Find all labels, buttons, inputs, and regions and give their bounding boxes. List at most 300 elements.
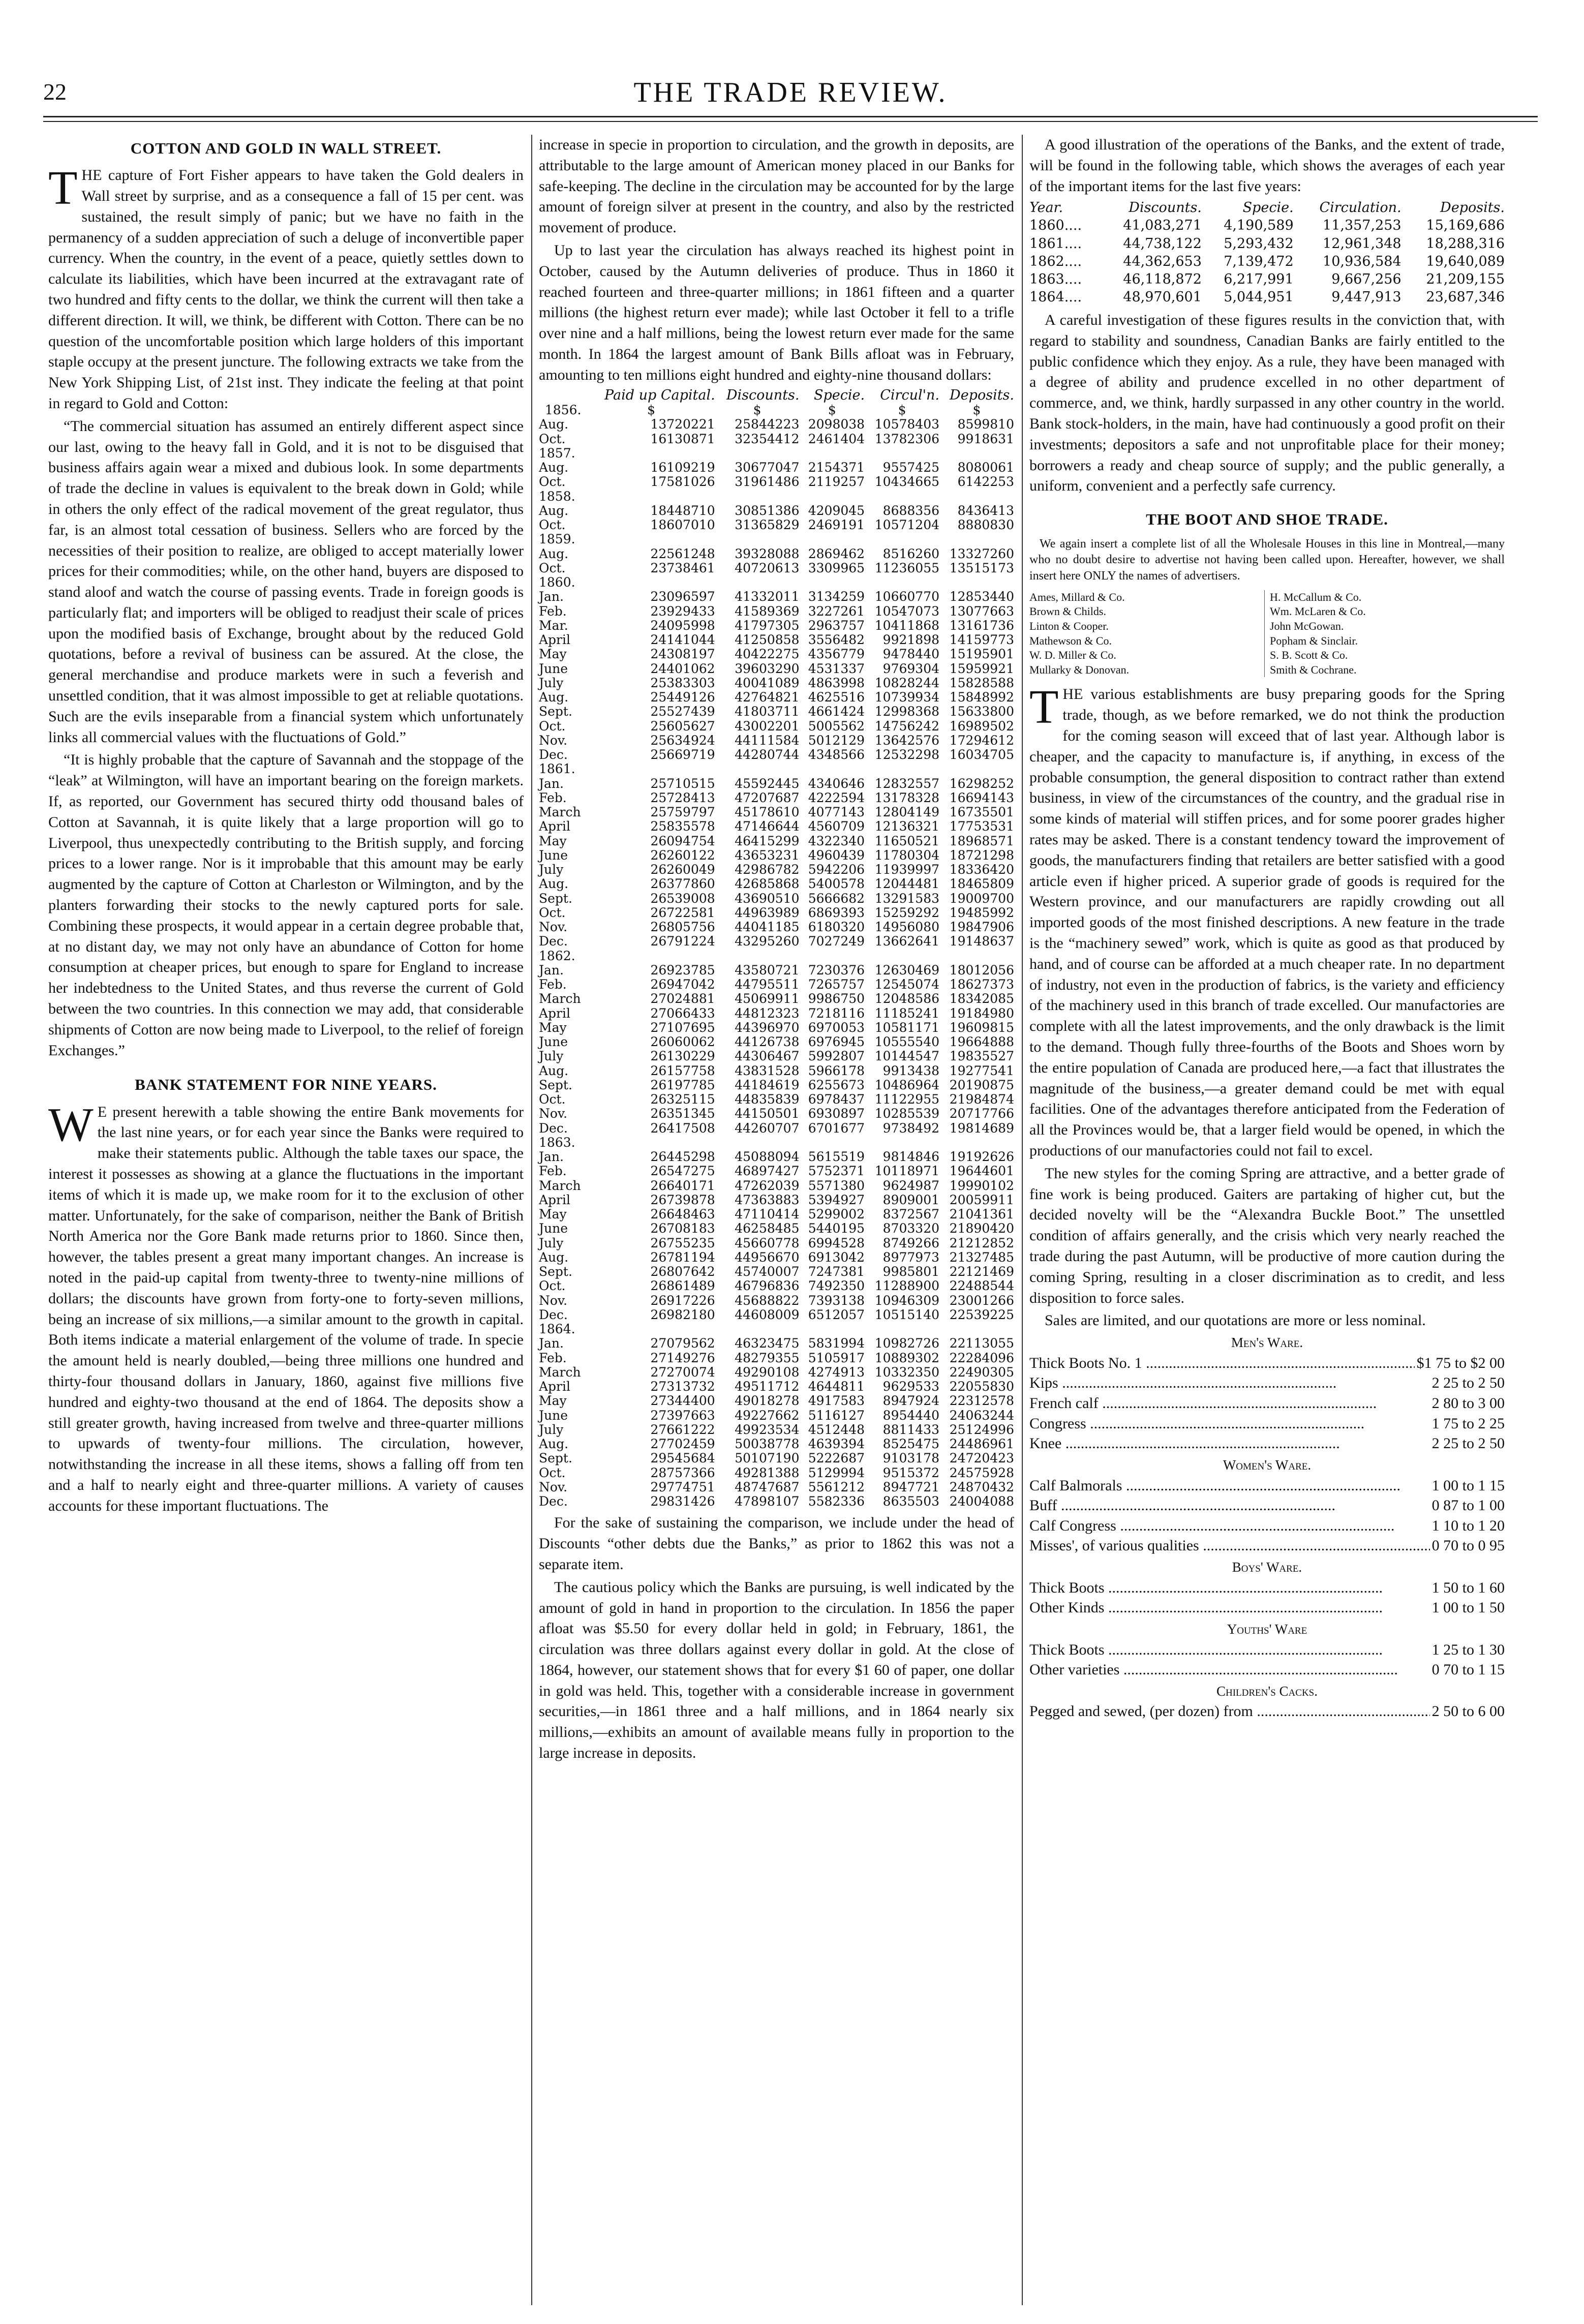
- cotton-quote-2: “It is highly probable that the capture of Savannah and the stoppage of the “leak” at Wilmington, will have an important bearing on the foreign markets. If, as reported, our Government has secured thirty odd thousand bales of Cotton at Savannah, it is quite likely that a large proportion will go to Liverpool, thus unexpectedly contributing to the British supply, and forcing prices to a lower range. Nor is it improbable that this amount may be early augmented by the capture of Cotton at Charleston or Wilmington, and by the planters forwarding their stocks to the newly captured ports for sale. Combining these prospects, it would appear in a certain degree probable that, at no distant day, we may not only have an abundance of Cotton for home consumption at cheaper prices, but enough to spare for England to increase her indebtedness to the United States, and thus reverse the current of Gold between the two countries. In this connection we may add, that considerable shipments of Cotton are now being made to Liverpool, to the relief of foreign Exchanges.”: [48, 751, 524, 1059]
- table-cell: Feb.: [539, 977, 567, 992]
- table-cell: 16735501: [949, 805, 1014, 820]
- table-cell: 23929433: [650, 603, 715, 619]
- table-cell: July: [539, 1422, 564, 1437]
- table-cell: Oct.: [539, 905, 566, 920]
- table-row: [1029, 253, 1505, 270]
- table-cell: 16989502: [949, 718, 1014, 733]
- table-row: [539, 920, 1014, 934]
- table-cell: Sept.: [539, 891, 572, 906]
- table-cell: 5012129: [808, 732, 865, 748]
- table-cell: Oct.: [539, 431, 566, 446]
- firm-name: Linton & Cooper.: [1029, 620, 1109, 633]
- column-header: Specie.: [814, 387, 865, 403]
- table-cell: 9921898: [882, 632, 940, 648]
- table-cell: 47898107: [735, 1494, 800, 1509]
- table-cell: 15828588: [949, 675, 1014, 690]
- item-name: French calf .....: [1029, 1393, 1430, 1414]
- paragraph-text: HE capture of Fort Fisher appears to have taken the Gold dealers in Wall street by surprise, and as a consequence a fall of 15 per cent. was sustained, the result simply of panic; but we have no faith in the permanency of a sudden appreciation of such a deluge of inconvertible paper currency. When the country, in the event of a peace, quietly settles down to calculate its liabilities, which have been incurred at the extravagant rate of two hundred and fifty cents to the dollar, we think the current will then take a different direction. It will, we think, be different with Cotton. There can be no question of the uncomfortable position which large holders of this important staple occupy at the present juncture. The following extracts we take from the New York Shipping List, of 21st inst. They indicate the feeling at that point in regard to Gold and Cotton:: [48, 167, 524, 412]
- table-cell: 1863....: [1029, 271, 1082, 287]
- table-cell: 19184980: [949, 1005, 1014, 1021]
- table-cell: 44963989: [735, 905, 800, 920]
- table-cell: 18968571: [949, 833, 1014, 848]
- table-cell: 46,118,872: [1123, 271, 1202, 287]
- table-row: [539, 748, 1014, 762]
- table-cell: March: [539, 1364, 581, 1380]
- table-cell: 22121469: [949, 1264, 1014, 1279]
- year-row: [539, 762, 1014, 776]
- table-cell: 27024881: [650, 991, 715, 1006]
- table-cell: 27079562: [650, 1336, 715, 1351]
- table-cell: 44956670: [735, 1249, 800, 1265]
- table-cell: May: [539, 647, 567, 662]
- table-cell: 18336420: [949, 862, 1014, 877]
- table-row: [539, 819, 1014, 834]
- table-cell: 10739934: [874, 690, 940, 705]
- table-cell: 9515372: [882, 1465, 940, 1480]
- table-row: [539, 1221, 1014, 1236]
- table-cell: Aug.: [539, 417, 569, 432]
- table-cell: 11780304: [874, 847, 940, 863]
- table-cell: 26060062: [650, 1034, 715, 1050]
- table-cell: 10144547: [874, 1049, 940, 1064]
- table-cell: 16109219: [650, 460, 715, 475]
- table-cell: 4340646: [808, 776, 865, 791]
- table-cell: 27107695: [650, 1020, 715, 1035]
- table-row: [539, 1466, 1014, 1480]
- table-cell: 26781194: [650, 1249, 715, 1265]
- table-cell: 25605627: [650, 718, 715, 733]
- table-cell: 27344400: [650, 1393, 715, 1409]
- firm-name: Popham & Sinclair.: [1270, 634, 1358, 647]
- table-cell: 43002201: [735, 718, 800, 733]
- table-row: [539, 676, 1014, 690]
- table-cell: 15633800: [949, 704, 1014, 719]
- table-cell: 22312578: [949, 1393, 1014, 1409]
- table-row: [539, 504, 1014, 518]
- table-cell: 9557425: [882, 460, 940, 475]
- column-header: [539, 388, 587, 404]
- item-name: Misses', of various qualities .....: [1029, 1536, 1430, 1556]
- table-cell: 27661222: [650, 1422, 715, 1437]
- firms-list-left: [1029, 590, 1264, 678]
- table-cell: 9918631: [957, 431, 1014, 446]
- table-cell: 4625516: [808, 690, 865, 705]
- table-cell: 20717766: [949, 1106, 1014, 1121]
- price-row: [1029, 1660, 1505, 1680]
- table-cell: 41,083,271: [1123, 218, 1202, 234]
- table-cell: 10515140: [874, 1307, 940, 1322]
- table-row: [539, 1423, 1014, 1437]
- table-cell: 18012056: [949, 962, 1014, 977]
- table-cell: 19990102: [949, 1178, 1014, 1193]
- table-cell: 6970053: [808, 1020, 865, 1035]
- table-cell: 26377860: [650, 876, 715, 892]
- table-cell: 10982726: [874, 1336, 940, 1351]
- table-cell: 5666682: [808, 891, 865, 906]
- item-name: Knee .....: [1029, 1433, 1430, 1454]
- item-price: 0 87 to 1 00: [1431, 1497, 1505, 1514]
- table-cell: 26539008: [650, 891, 715, 906]
- year-row: [539, 1322, 1014, 1336]
- table-cell: 19847906: [949, 920, 1014, 935]
- table-cell: Nov.: [539, 1106, 568, 1121]
- bank-table-body: [539, 403, 1014, 1509]
- table-cell: 6913042: [808, 1249, 865, 1265]
- table-cell: 50038778: [735, 1436, 800, 1452]
- table-cell: 44111584: [735, 732, 800, 748]
- table-cell: July: [539, 675, 564, 690]
- table-cell: 5615519: [808, 1149, 865, 1165]
- price-list: [1029, 1333, 1505, 1722]
- discounts-note: For the sake of sustaining the comparison, we include under the head of Discounts “other debts due the Banks,” as prior to 1862 this was not a separate item.: [539, 1514, 1014, 1573]
- table-cell: 26805756: [650, 920, 715, 935]
- table-cell: 43831528: [735, 1063, 800, 1078]
- table-cell: 24095998: [650, 618, 715, 633]
- table-cell: 1864....: [1029, 289, 1082, 305]
- item-name: Other varieties .....: [1029, 1660, 1430, 1680]
- table-cell: June: [539, 1221, 568, 1236]
- table-cell: 22113055: [949, 1336, 1014, 1351]
- table-cell: 50107190: [735, 1451, 800, 1466]
- table-cell: 5299002: [808, 1207, 865, 1222]
- table-cell: 26640171: [650, 1178, 715, 1193]
- table-cell: 12630469: [874, 962, 940, 977]
- table-row: [539, 432, 1014, 446]
- table-cell: Aug.: [539, 546, 569, 561]
- table-cell: 8749266: [882, 1235, 940, 1250]
- table-row: [539, 1078, 1014, 1092]
- table-cell: 15848992: [949, 690, 1014, 705]
- table-row: [539, 963, 1014, 977]
- table-cell: 4356779: [808, 647, 865, 662]
- table-cell: 5966178: [808, 1063, 865, 1078]
- year-label: 1857.: [539, 445, 575, 461]
- table-cell: Nov.: [539, 1293, 568, 1308]
- table-cell: 44396970: [735, 1020, 800, 1035]
- table-cell: Aug.: [539, 1063, 569, 1078]
- table-cell: 10434665: [874, 474, 940, 490]
- table-cell: 49923534: [735, 1422, 800, 1437]
- table-cell: 40041089: [735, 675, 800, 690]
- table-header-row: [1029, 199, 1505, 217]
- table-cell: April: [539, 1379, 570, 1394]
- column-header: Circulation.: [1319, 200, 1402, 216]
- table-cell: 47207687: [735, 790, 800, 805]
- table-cell: 10332350: [874, 1364, 940, 1380]
- table-cell: 3556482: [808, 632, 865, 648]
- table-cell: 6701677: [808, 1120, 865, 1136]
- table-cell: 42986782: [735, 862, 800, 877]
- table-row: [539, 561, 1014, 575]
- table-cell: 26917226: [650, 1293, 715, 1308]
- table-cell: 24720423: [949, 1451, 1014, 1466]
- table-cell: Sept.: [539, 1077, 572, 1092]
- table-cell: 28757366: [650, 1465, 715, 1480]
- table-cell: 29774751: [650, 1479, 715, 1494]
- drop-cap: W: [48, 1098, 94, 1151]
- table-cell: 8525475: [882, 1436, 940, 1452]
- firm-name: H. McCallum & Co.: [1270, 590, 1362, 603]
- year-row: [539, 490, 1014, 504]
- firm-name: Mathewson & Co.: [1029, 634, 1112, 647]
- item-name: Pegged and sewed, (per dozen) from .....: [1029, 1701, 1430, 1722]
- table-cell: 16130871: [650, 431, 715, 446]
- year-label: 1864.: [539, 1322, 575, 1337]
- table-cell: 10581171: [874, 1020, 940, 1035]
- table-cell: 6142253: [957, 474, 1014, 490]
- table-row: [539, 848, 1014, 863]
- item-name: Kips .....: [1029, 1373, 1430, 1393]
- table-cell: 5400578: [808, 876, 865, 892]
- table-cell: 2869462: [808, 546, 865, 561]
- table-cell: 46258485: [735, 1221, 800, 1236]
- table-cell: 26325115: [650, 1092, 715, 1107]
- table-cell: 9629533: [882, 1379, 940, 1394]
- table-row: [539, 1179, 1014, 1193]
- table-cell: Aug.: [539, 1436, 569, 1452]
- table-cell: 4222594: [808, 790, 865, 805]
- table-cell: 43580721: [735, 962, 800, 977]
- price-row: [1029, 1373, 1505, 1393]
- table-cell: 43690510: [735, 891, 800, 906]
- price-group-title: Youths' Ware: [1227, 1621, 1307, 1637]
- table-cell: 12998368: [874, 704, 940, 719]
- table-cell: 14159773: [949, 632, 1014, 648]
- table-cell: 5571380: [808, 1178, 865, 1193]
- table-cell: 49281388: [735, 1465, 800, 1480]
- price-row: [1029, 1701, 1505, 1722]
- price-row: [1029, 1640, 1505, 1660]
- table-cell: 21212852: [949, 1235, 1014, 1250]
- table-cell: 19148637: [949, 934, 1014, 949]
- table-cell: 18342085: [949, 991, 1014, 1006]
- table-cell: Oct.: [539, 1092, 566, 1107]
- table-cell: 12,961,348: [1323, 235, 1402, 252]
- table-cell: 27270074: [650, 1364, 715, 1380]
- year-label: 1859.: [539, 532, 575, 547]
- column-header: Deposits.: [950, 387, 1014, 403]
- table-cell: 44608009: [735, 1307, 800, 1322]
- table-cell: 10118971: [874, 1164, 940, 1179]
- table-row: [539, 1064, 1014, 1078]
- table-cell: 24308197: [650, 647, 715, 662]
- table-row: [539, 604, 1014, 619]
- table-cell: 10578403: [874, 417, 940, 432]
- dollar-sign: $: [828, 403, 836, 418]
- table-cell: 47363883: [735, 1192, 800, 1207]
- table-cell: 12804149: [874, 805, 940, 820]
- table-cell: June: [539, 1034, 568, 1050]
- year-row: [539, 949, 1014, 963]
- table-cell: 24401062: [650, 661, 715, 676]
- item-name: Thick Boots No. 1 .....: [1029, 1353, 1415, 1373]
- table-cell: 4322340: [808, 833, 865, 848]
- table-cell: 4348566: [808, 747, 865, 762]
- table-cell: 4917583: [808, 1393, 865, 1409]
- column-header: Discounts.: [1129, 200, 1202, 216]
- item-name: Thick Boots .....: [1029, 1578, 1430, 1598]
- table-cell: Nov.: [539, 920, 568, 935]
- table-cell: 5942206: [808, 862, 865, 877]
- table-row: [539, 1294, 1014, 1308]
- table-cell: 8947924: [882, 1393, 940, 1409]
- table-row: [539, 719, 1014, 733]
- table-row: [539, 647, 1014, 661]
- item-name: Other Kinds .....: [1029, 1598, 1430, 1618]
- table-cell: 5222687: [808, 1451, 865, 1466]
- table-row: [539, 992, 1014, 1006]
- table-cell: 44041185: [735, 920, 800, 935]
- averages-table: [1029, 199, 1505, 306]
- table-cell: Dec.: [539, 1120, 568, 1136]
- dollar-row: [539, 403, 1014, 417]
- year-label: 1860.: [539, 575, 575, 590]
- price-group-title: Boys' Ware.: [1232, 1559, 1302, 1575]
- table-row: [539, 1049, 1014, 1063]
- table-cell: Sept.: [539, 704, 572, 719]
- table-cell: Jan.: [539, 589, 564, 604]
- table-cell: 1861....: [1029, 235, 1082, 252]
- table-cell: 7393138: [808, 1293, 865, 1308]
- table-row: [539, 1279, 1014, 1293]
- table-cell: 25844223: [735, 417, 800, 432]
- table-cell: 13161736: [949, 618, 1014, 633]
- table-cell: 7027249: [808, 934, 865, 949]
- table-cell: 9986750: [808, 991, 865, 1006]
- paragraph-text: E present herewith a table showing the entire Bank movements for the last nine years, or for each year since the Banks were required to make their statements public. Although the table taxes our space, the interest it possesses as showing at a glance the fluctuations in the important items of which it is made up, we make room for it to the exclusion of other matter. Unfortunately, for the sake of comparison, neither the Bank of British North America nor the Gore Bank made returns prior to 1860. Since then, however, the tables present a great many important changes. An increase is noted in the paid-up capital from twenty-three to twenty-nine millions of dollars; the discounts have grown from forty-one to forty-seven millions, being an increase of six millions,—a similar amount to the growth in capital. Both items indicate a material enlargement of the volume of trade. In specie the amount held is nearly doubled,—being three millions one hundred and thirty-four thousand dollars in January, 1860, against five millions five hundred and eighty-two thousand at the end of 1864. The deposits show a still greater growth, having increased from twelve and three-quarter millions to upwards of twenty-four millions. The circulation, however, notwithstanding the increase in all these items, shows a falling off from ten and a half to nearly eight and three-quarter millions. A variety of causes accounts for these important fluctuations. The: [48, 1103, 524, 1514]
- table-cell: 26094754: [650, 833, 715, 848]
- item-price: 1 00 to 1 50: [1431, 1599, 1505, 1616]
- table-row: [539, 1480, 1014, 1494]
- table-cell: 13662641: [874, 934, 940, 949]
- header-rule-thin: [43, 121, 1538, 122]
- table-cell: 26130229: [650, 1049, 715, 1064]
- table-cell: 26197785: [650, 1077, 715, 1092]
- table-cell: 20059911: [949, 1192, 1014, 1207]
- table-cell: 44126738: [735, 1034, 800, 1050]
- table-row: [539, 633, 1014, 647]
- dollar-sign: $: [753, 403, 761, 418]
- firm-name: W. D. Miller & Co.: [1029, 649, 1116, 662]
- table-cell: 8516260: [882, 546, 940, 561]
- item-price: 1 00 to 1 15: [1431, 1477, 1505, 1494]
- table-row: [539, 1035, 1014, 1049]
- table-cell: 13782306: [874, 431, 940, 446]
- table-row: [539, 1021, 1014, 1035]
- table-row: [539, 834, 1014, 848]
- table-row: [539, 1207, 1014, 1221]
- table-cell: 5992807: [808, 1049, 865, 1064]
- table-cell: 44306467: [735, 1049, 800, 1064]
- table-cell: 13327260: [949, 546, 1014, 561]
- table-cell: Oct.: [539, 718, 566, 733]
- table-cell: 43295260: [735, 934, 800, 949]
- table-cell: 26260049: [650, 862, 715, 877]
- table-header-row: [539, 388, 1014, 404]
- table-cell: 2119257: [808, 474, 865, 490]
- table-row: [539, 892, 1014, 906]
- table-cell: Aug.: [539, 876, 569, 892]
- table-cell: Nov.: [539, 1479, 568, 1494]
- table-cell: 4512448: [808, 1422, 865, 1437]
- table-cell: 23096597: [650, 589, 715, 604]
- table-cell: 44150501: [735, 1106, 800, 1121]
- table-cell: 2461404: [808, 431, 865, 446]
- table-cell: 46897427: [735, 1164, 800, 1179]
- table-cell: 41589369: [735, 603, 800, 619]
- table-cell: 13515173: [949, 560, 1014, 575]
- table-cell: 44835839: [735, 1092, 800, 1107]
- year-label: 1863.: [539, 1135, 575, 1150]
- table-cell: 10,936,584: [1323, 253, 1402, 269]
- table-cell: 44184619: [735, 1077, 800, 1092]
- table-cell: 21041361: [949, 1207, 1014, 1222]
- table-cell: 5582336: [808, 1494, 865, 1509]
- table-row: [539, 1121, 1014, 1136]
- table-cell: 24063244: [949, 1408, 1014, 1423]
- table-cell: 5,293,432: [1224, 235, 1294, 252]
- table-cell: 26739878: [650, 1192, 715, 1207]
- table-row: [539, 863, 1014, 877]
- table-cell: 8599810: [957, 417, 1014, 432]
- table-cell: 19,640,089: [1426, 253, 1505, 269]
- year-label: 1856.: [544, 403, 582, 418]
- table-cell: 5005562: [808, 718, 865, 733]
- table-cell: 12136321: [874, 819, 940, 834]
- table-cell: 17294612: [949, 732, 1014, 748]
- table-cell: 29545684: [650, 1451, 715, 1466]
- bank-continued-paragraph: increase in specie in proportion to circulation, and the growth in deposits, are attributable to the large amount of American money placed in our Banks for safe-keeping. The decline in the circulation may be accounted for by the large amount of foreign silver at present in the country, and also by the restricted movement of produce.: [539, 136, 1014, 236]
- table-cell: 45660778: [735, 1235, 800, 1250]
- price-row: [1029, 1476, 1505, 1496]
- table-cell: April: [539, 819, 570, 834]
- table-cell: Aug.: [539, 1249, 569, 1265]
- table-cell: 25449126: [650, 690, 715, 705]
- table-cell: 39603290: [735, 661, 800, 676]
- table-cell: 18607010: [650, 517, 715, 533]
- table-cell: 7265757: [808, 977, 865, 992]
- item-name: Thick Boots .....: [1029, 1640, 1430, 1660]
- table-cell: 11939997: [874, 862, 940, 877]
- table-cell: March: [539, 991, 581, 1006]
- table-row: [539, 1107, 1014, 1121]
- table-cell: 21984874: [949, 1092, 1014, 1107]
- column-header: Deposits.: [1440, 200, 1505, 216]
- table-cell: Dec.: [539, 1494, 568, 1509]
- table-row: [539, 547, 1014, 561]
- column-header: Circul'n.: [880, 387, 940, 403]
- table-cell: 5752371: [808, 1164, 865, 1179]
- table-cell: 49227662: [735, 1408, 800, 1423]
- table-cell: 11288900: [874, 1278, 940, 1294]
- table-cell: 40422275: [735, 647, 800, 662]
- table-cell: 7,139,472: [1224, 253, 1294, 269]
- table-cell: May: [539, 1020, 567, 1035]
- table-cell: 26923785: [650, 962, 715, 977]
- item-price: 0 70 to 0 95: [1431, 1537, 1505, 1554]
- bank-paragraph: [48, 1098, 524, 1517]
- table-cell: April: [539, 632, 570, 648]
- table-cell: 18721298: [949, 847, 1014, 863]
- table-cell: 45178610: [735, 805, 800, 820]
- table-cell: 48279355: [735, 1350, 800, 1365]
- table-cell: Aug.: [539, 690, 569, 705]
- table-cell: 19609815: [949, 1020, 1014, 1035]
- table-cell: 5831994: [808, 1336, 865, 1351]
- table-cell: 27397663: [650, 1408, 715, 1423]
- table-cell: 12044481: [874, 876, 940, 892]
- wholesale-note: We again insert a complete list of all the Wholesale Houses in this line in Montreal,—many who no doubt desire to advertise not having been called upon. Hereafter, however, we shall insert here ONLY the names of advertisers.: [1029, 537, 1505, 583]
